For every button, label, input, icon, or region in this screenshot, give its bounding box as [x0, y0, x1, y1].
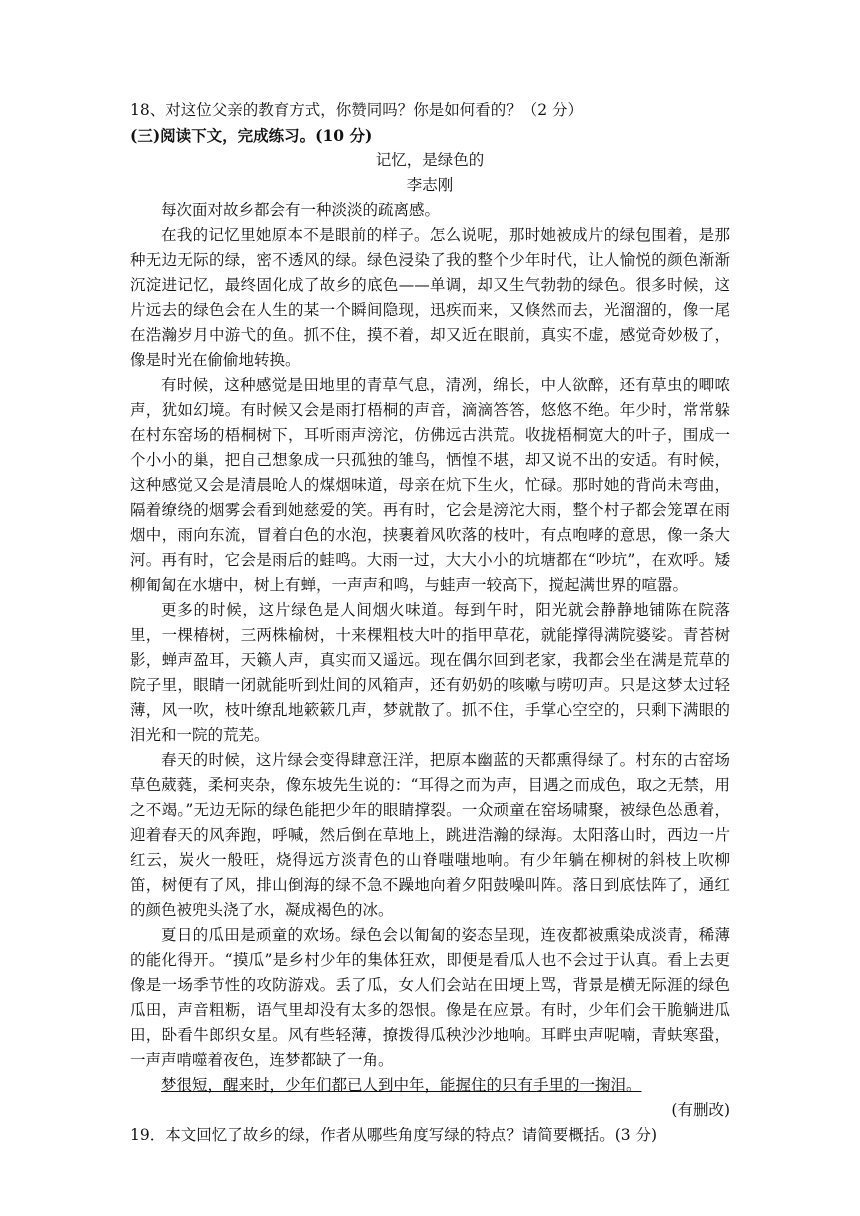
underlined-sentence: 梦很短，醒来时，少年们都已人到中年，能握住的只有手里的一掬泪。: [161, 1076, 642, 1094]
article-paragraph-5: 春天的时候，这片绿会变得肆意汪洋，把原本幽蓝的天都熏得绿了。村东的古窑场草色葳蕤，柔柯夹杂，像东坡先生说的：“耳得之而为声，目遇之而成色，取之无禁，用之不竭。”无边无际的绿色能把少年的眼睛撑裂。一众顽童在窑场啸聚，被绿色怂恿着，迎着春天的风奔跑，呼喊，然后倒在草地上，跳进浩瀚的绿海。太阳落山时，西边一片红云，炭火一般旺，烧得远方淡青色的山脊嗤嗤地响。有少年躺在柳树的斜枝上吹柳笛，树便有了风，排山倒海的绿不急不躁地向着夕阳鼓噪叫阵。落日到底怯阵了，通红的颜色被兜头浇了水，凝成褐色的冰。: [130, 751, 730, 919]
article-paragraph-6: 夏日的瓜田是顽童的欢场。绿色会以匍匐的姿态呈现，连夜都被熏染成淡青，稀薄的能化得开。“摸瓜”是乡村少年的集体狂欢，即便是看瓜人也不会过于认真。看上去更像是一场季节性的攻防游戏。丢了瓜，女人们会站在田埂上骂，背景是横无际涯的绿色瓜田，声音粗粝，语气里却没有太多的怨恨。像是在应景。有时，少年们会干脆躺进瓜田，卧看牛郎织女星。风有些轻薄，撩拨得瓜秧沙沙地响。耳畔虫声呢喃，青蚨寒蛩，一声声啃噬着夜色，连梦都缺了一角。: [130, 926, 730, 1069]
article-paragraph-3: 有时候，这种感觉是田地里的青草气息，清冽，绵长，中人欲醉，还有草虫的唧哝声，犹如幻境。有时候又会是雨打梧桐的声音，滴滴答答，悠悠不绝。年少时，常常躲在村东窑场的梧桐树下，耳听雨声滂沱，仿佛远古洪荒。收拢梧桐宽大的叶子，围成一个小小的巢，把自己想象成一只孤独的雏鸟，恓惶不堪，却又说不出的安适。有时候，这种感觉又会是清晨呛人的煤烟味道，母亲在炕下生火，忙碌。那时她的背尚未弯曲，隔着缭绕的烟雾会看到她慈爱的笑。再有时，它会是滂沱大雨，整个村子都会笼罩在雨烟中，雨向东流，冒着白色的水泡，挟裹着风吹落的枝叶，有点咆哮的意思，像一条大河。再有时，它会是雨后的蛙鸣。大雨一过，大大小小的坑塘都在“吵坑”，在欢呼。矮柳匍匐在水塘中，树上有蝉，一声声和鸣，与蛙声一较高下，搅起满世界的喧嚣。: [130, 376, 730, 594]
question-19: 19．本文回忆了故乡的绿，作者从哪些角度写绿的特点？请简要概括。(3 分): [130, 1126, 658, 1144]
article-paragraph-2: 在我的记忆里她原本不是眼前的样子。怎么说呢，那时她被成片的绿包围着，是那种无边无际的绿，密不透风的绿。绿色浸染了我的整个少年时代，让人愉悦的颜色渐渐沉淀进记忆，最终固化成了故乡的底色——单调，却又生气勃勃的绿色。很多时候，这片远去的绿色会在人生的某一个瞬间隐现，迅疾而来，又倏然而去，光溜溜的，像一尾在浩瀚岁月中游弋的鱼。抓不住，摸不着，却又近在眼前，真实不虚，感觉奇妙极了，像是时光在偷偷地转换。: [130, 226, 730, 369]
article-paragraph-7: [130, 1073, 730, 1098]
document-page: [130, 98, 730, 1148]
edit-note: (有删改): [671, 1101, 730, 1119]
question-18: 18、对这位父亲的教育方式，你赞同吗？你是如何看的？（2 分）: [130, 101, 584, 119]
article-author: 李志刚: [406, 176, 454, 194]
article-paragraph-1: 每次面对故乡都会有一种淡淡的疏离感。: [161, 201, 441, 219]
section-heading: (三)阅读下文，完成练习。(10 分): [130, 126, 373, 145]
article-paragraph-4: 更多的时候，这片绿色是人间烟火味道。每到午时，阳光就会静静地铺陈在院落里，一棵椿树，三两株榆树，十来棵粗枝大叶的指甲草花，就能撑得满院婆娑。青苔树影，蝉声盈耳，天籁人声，真实而又遥远。现在偶尔回到老家，我都会坐在满是荒草的院子里，眼睛一闭就能听到灶间的风箱声，还有奶奶的咳嗽与唠叨声。只是这梦太过轻薄，风一吹，枝叶缭乱地簌簌几声，梦就散了。抓不住，手掌心空空的，只剩下满眼的泪光和一院的荒芜。: [130, 601, 730, 744]
article-title: 记忆，是绿色的: [375, 151, 485, 169]
